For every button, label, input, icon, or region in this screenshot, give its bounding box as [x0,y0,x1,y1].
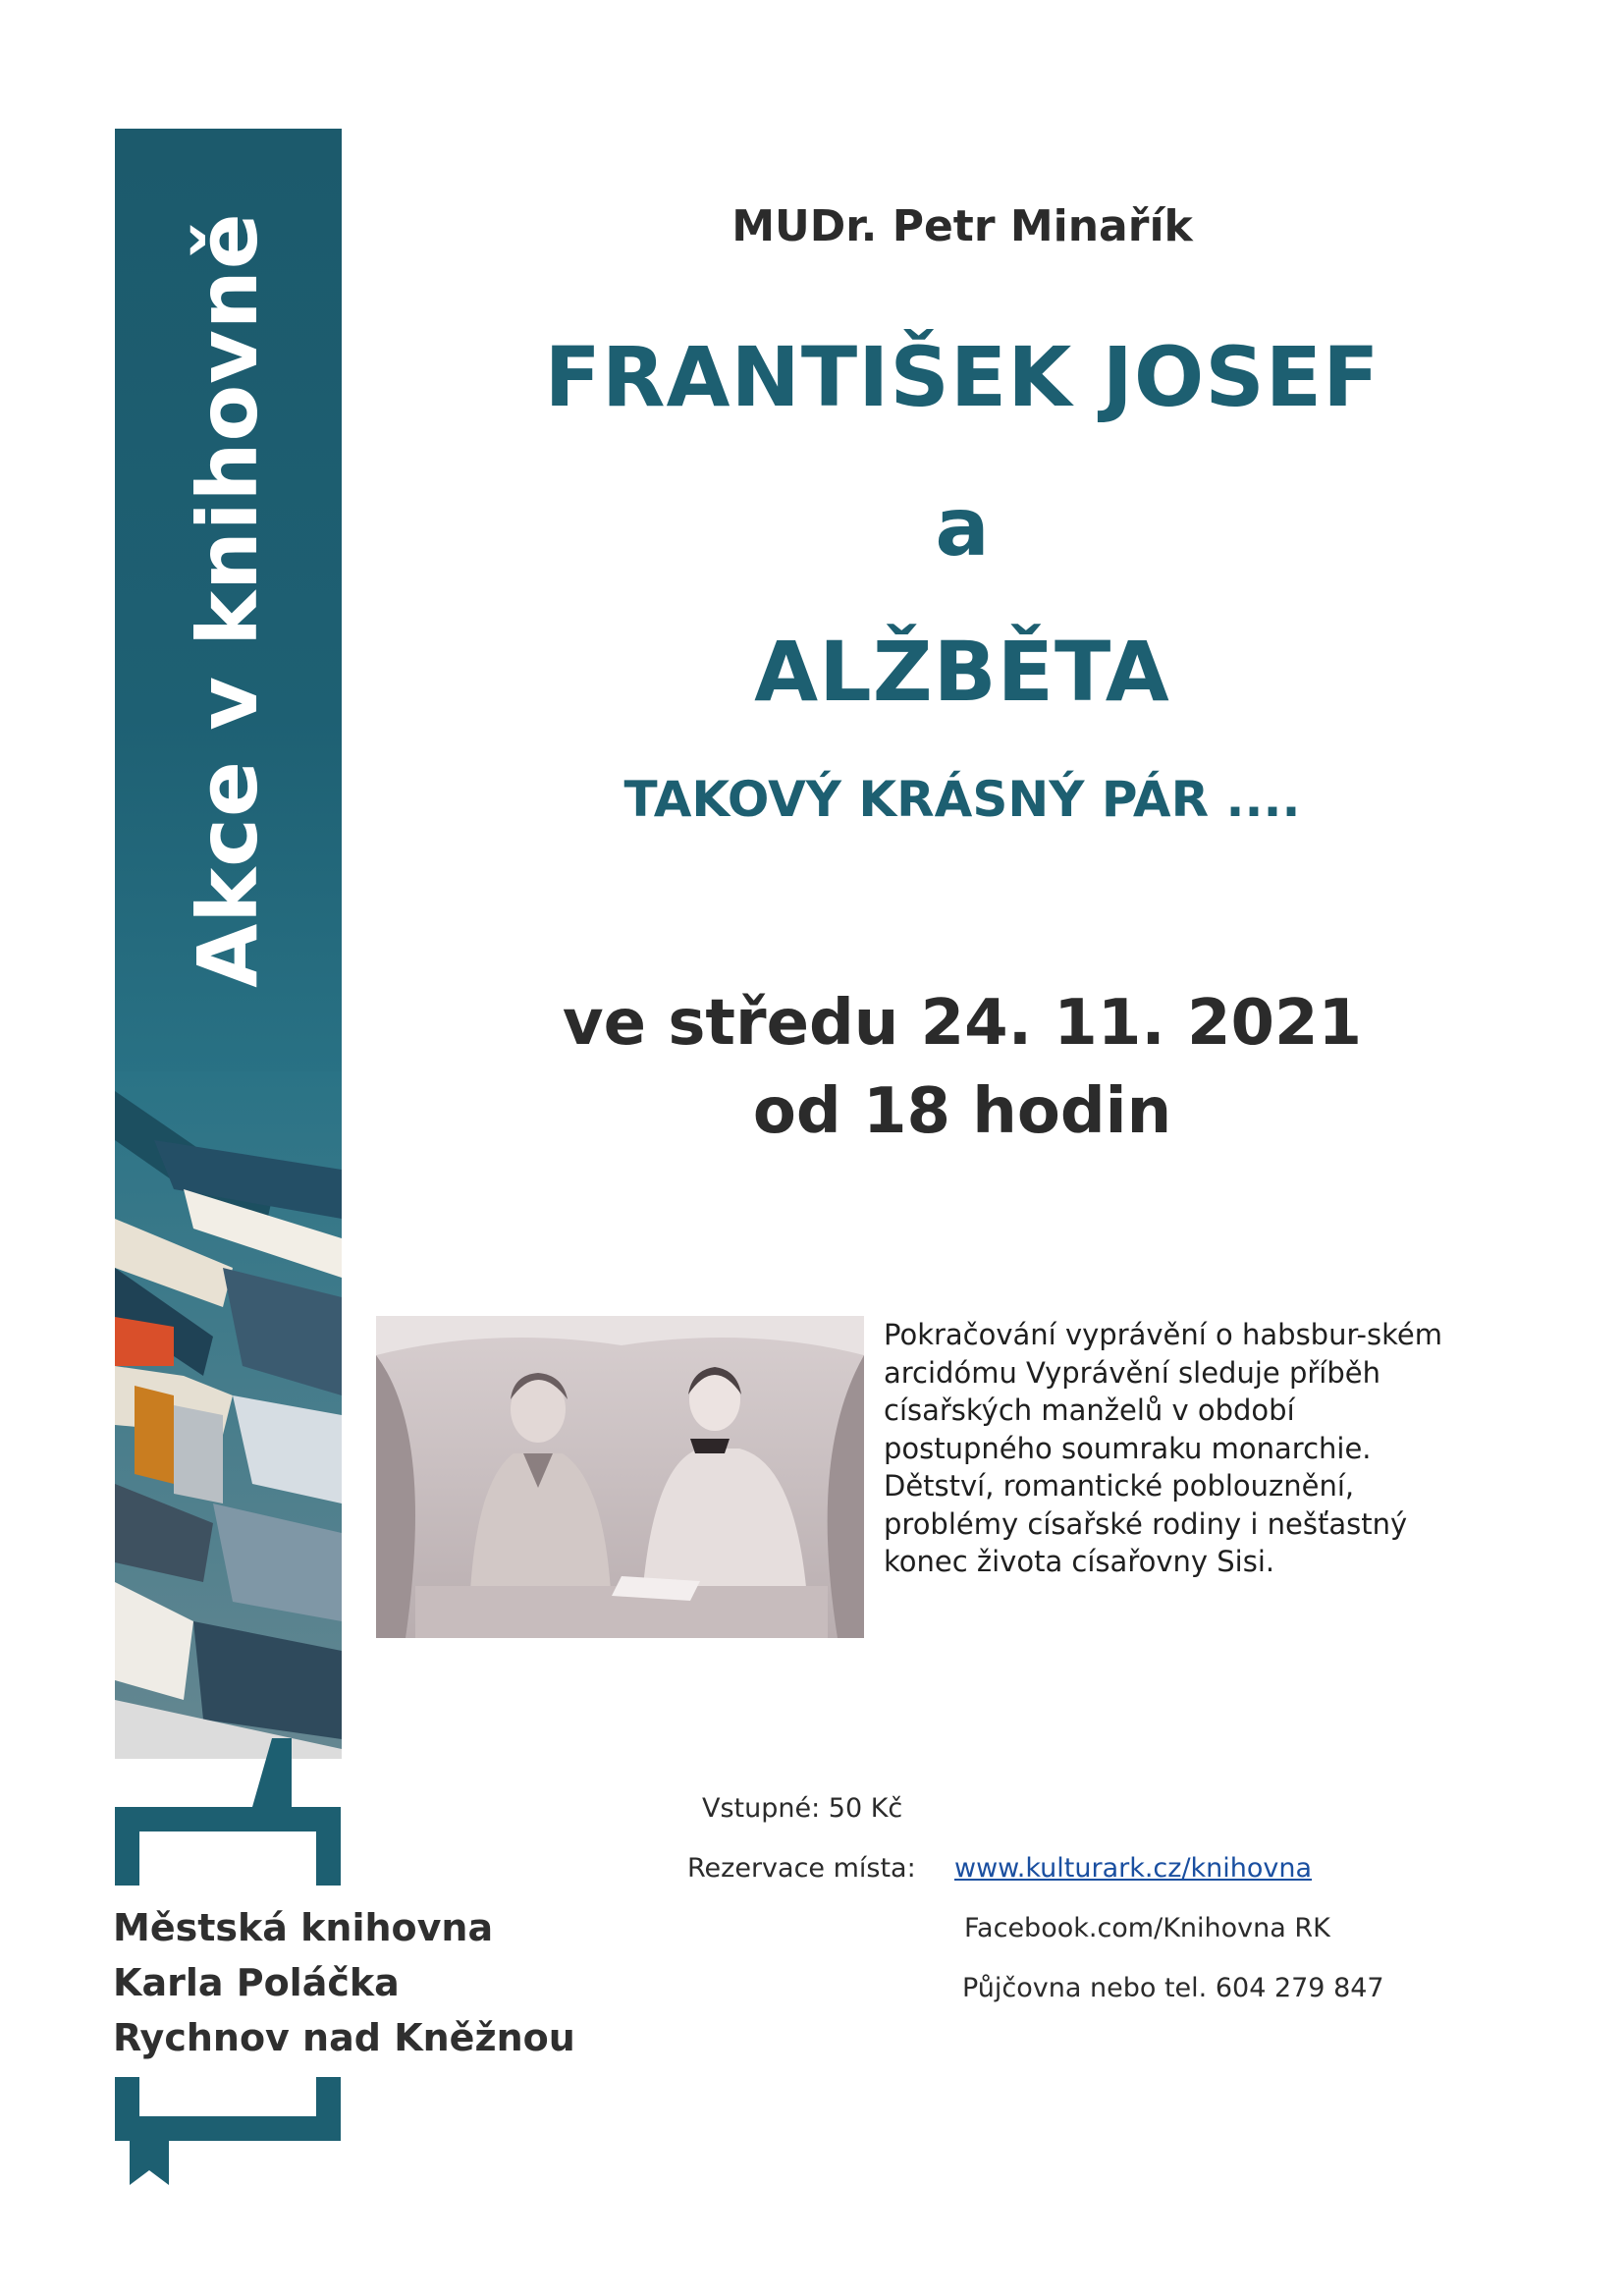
phone-contact: Půjčovna nebo tel. 604 279 847 [962,1973,1384,2003]
couple-portrait-image [376,1316,864,1638]
description-line: problémy císařské rodiny i nešťastný [884,1506,1408,1541]
event-time: od 18 hodin [752,1075,1172,1148]
side-banner [115,129,342,1759]
entry-fee: Vstupné: 50 Kč [702,1793,903,1824]
event-date: ve středu 24. 11. 2021 [562,987,1363,1060]
author-name: MUDr. Petr Minařík [731,201,1193,251]
vertical-title: Akce v knihovně [180,212,276,988]
books-photo [115,1071,342,1759]
subtitle: TAKOVÝ KRÁSNÝ PÁR .... [623,771,1301,828]
reservation-label: Rezervace místa: [687,1853,916,1884]
library-name-line: Karla Poláčka [113,1961,400,2004]
reservation-link[interactable]: www.kulturark.cz/knihovna [954,1853,1313,1884]
books-illustration [115,1071,342,1759]
description-line: Dětství, romantické poblouznění, [884,1469,1355,1503]
facebook-page: Facebook.com/Knihovna RK [964,1913,1330,1943]
title-line-2: ALŽBĚTA [754,624,1170,720]
description-line: Pokračování vyprávění o habsbur-ském [884,1318,1442,1351]
library-name-line: Městská knihovna [113,1906,494,1949]
library-name [113,1900,575,2065]
description-line: arcidómu Vyprávění sleduje příběh [884,1355,1380,1390]
title-conjunction: a [935,481,990,574]
event-description [884,1316,1532,1581]
library-logo-top [115,1738,341,1886]
library-name-line: Rychnov nad Kněžnou [113,2016,575,2059]
title-line-1: FRANTIŠEK JOSEF [544,329,1380,425]
description-line: císařských manželů v období [884,1394,1295,1427]
library-logo-bottom [115,2077,341,2185]
description-line: konec života císařovny Sisi. [884,1545,1275,1578]
banner-text-area [115,129,342,1071]
description-line: postupného soumraku monarchie. [884,1431,1372,1465]
